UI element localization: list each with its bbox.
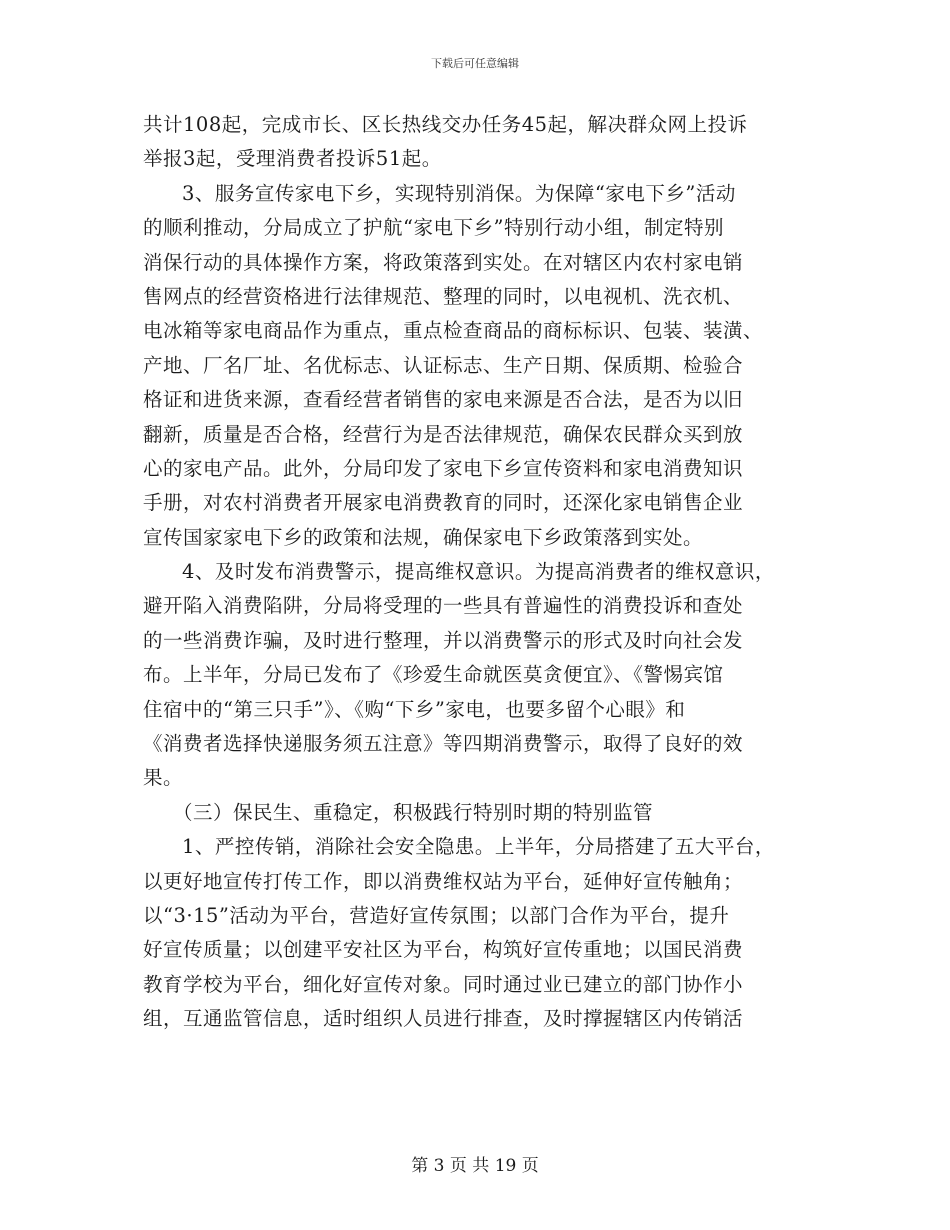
paragraph-start: 4、及时发布消费警示，提高维权意识。为提高消费者的维权意识， xyxy=(182,560,775,584)
section-heading: （三）保民生、重稳定，积极践行特别时期的特别监管 xyxy=(173,800,654,824)
paragraph-start: 3、服务宣传家电下乡，实现特别消保。为保障“家电下乡”活动 xyxy=(182,181,736,205)
text-line: 售网点的经营资格进行法律规范、整理的同时，以电视机、洗衣机、 xyxy=(143,284,744,308)
page-header: 下载后可任意编辑 xyxy=(431,57,519,70)
paragraph-start: 1、严控传销，消除社会安全隐患。上半年，分局搭建了五大平台， xyxy=(182,835,775,859)
text-line: 宣传国家家电下乡的政策和法规，确保家电下乡政策落到实处。 xyxy=(143,525,704,549)
text-line: 产地、厂名厂址、名优标志、认证标志、生产日期、保质期、检验合 xyxy=(143,353,744,377)
text-line: 的顺利推动，分局成立了护航“家电下乡”特别行动小组，制定特别 xyxy=(143,216,724,240)
text-line: 举报3起，受理消费者投诉51起。 xyxy=(143,147,442,171)
text-line: 果。 xyxy=(143,766,184,790)
text-line: 翻新，质量是否合格，经营行为是否法律规范，确保农民群众买到放 xyxy=(143,422,744,446)
text-line: 以“3·15”活动为平台，营造好宣传氛围；以部门合作为平台，提升 xyxy=(143,903,730,927)
text-line: 电冰箱等家电商品作为重点，重点检查商品的商标标识、包装、装潢、 xyxy=(143,319,764,343)
text-line: 布。上半年，分局已发布了《珍爱生命就医莫贪便宜》、《警惕宾馆 xyxy=(143,663,724,687)
text-line: 以更好地宣传打传工作，即以消费维权站为平台，延伸好宣传触角； xyxy=(143,869,744,893)
text-line: 《消费者选择快递服务须五注意》等四期消费警示，取得了良好的效 xyxy=(143,732,744,756)
text-line: 住宿中的“第三只手”》、《购“下乡”家电，也要多留个心眼》和 xyxy=(143,697,686,721)
document-body xyxy=(143,108,815,1037)
text-line: 手册，对农村消费者开展家电消费教育的同时，还深化家电销售企业 xyxy=(143,491,744,515)
text-line: 好宣传质量；以创建平安社区为平台，构筑好宣传重地；以国民消费 xyxy=(143,938,744,962)
text-line: 共计108起，完成市长、区长热线交办任务45起，解决群众网上投诉 xyxy=(143,113,748,136)
text-line: 的一些消费诈骗，及时进行整理，并以消费警示的形式及时向社会发 xyxy=(143,628,744,652)
text-line: 消保行动的具体操作方案，将政策落到实处。在对辖区内农村家电销 xyxy=(143,250,744,274)
text-line: 教育学校为平台，细化好宣传对象。同时通过业已建立的部门协作小 xyxy=(143,972,744,996)
text-line: 格证和进货来源，查看经营者销售的家电来源是否合法，是否为以旧 xyxy=(143,388,744,412)
text-line: 避开陷入消费陷阱，分局将受理的一些具有普遍性的消费投诉和查处 xyxy=(143,594,744,618)
page-footer: 第 3 页 共 19 页 xyxy=(411,1156,539,1176)
text-line: 组，互通监管信息，适时组织人员进行排查，及时撑握辖区内传销活 xyxy=(143,1007,744,1031)
text-line: 心的家电产品。此外，分局印发了家电下乡宣传资料和家电消费知识 xyxy=(143,456,744,480)
